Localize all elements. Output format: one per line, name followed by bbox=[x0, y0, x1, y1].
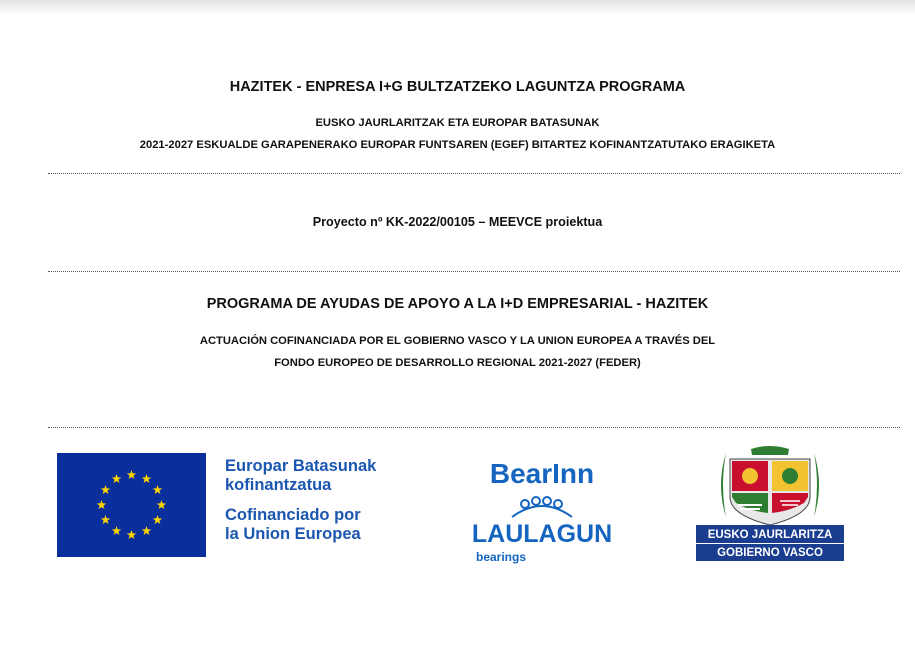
bearinn-laulagun-logo bbox=[472, 455, 612, 569]
program-title: PROGRAMA DE AYUDAS DE APOYO A LA I+D EMPRESARIAL - HAZITEK bbox=[206, 296, 709, 312]
divider bbox=[48, 173, 900, 174]
eu-star-icon bbox=[97, 500, 107, 509]
eu-text-line-4: la Union Europea bbox=[225, 525, 361, 543]
eu-text-line-1: Europar Batasunak bbox=[225, 457, 377, 475]
program-line-2: FONDO EUROPEO DE DESARROLLO REGIONAL 2021-2027 (FEDER) bbox=[274, 357, 641, 369]
bearinn-wordmark: BearInn bbox=[489, 458, 595, 489]
funding-subtitle-2: 2021-2027 ESKUALDE GARAPENERAKO EUROPAR FUNTSAREN (EGEF) BITARTEZ KOFINANTZATUTAKO ERAGIKETA bbox=[139, 139, 776, 151]
eu-star-icon bbox=[127, 470, 137, 479]
hazitek-title: HAZITEK - ENPRESA I+G BULTZATZEKO LAGUNTZA PROGRAMA bbox=[229, 79, 686, 95]
bearings-wordmark: bearings bbox=[476, 550, 527, 564]
eu-text-line-3: Cofinanciado por bbox=[225, 506, 361, 524]
eu-star-icon bbox=[112, 474, 122, 483]
bearings-icon bbox=[512, 497, 572, 517]
divider bbox=[48, 427, 900, 428]
laulagun-wordmark: LAULAGUN bbox=[472, 520, 612, 548]
gov-name-basque: EUSKO JAURLARITZA bbox=[707, 529, 833, 541]
eu-star-icon bbox=[142, 526, 152, 535]
program-line-1: ACTUACIÓN COFINANCIADA POR EL GOBIERNO VASCO Y LA UNION EUROPEA A TRAVÉS DEL bbox=[199, 335, 716, 347]
eu-star-icon bbox=[153, 485, 163, 494]
gov-name-spanish: GOBIERNO VASCO bbox=[717, 547, 823, 559]
funding-subtitle-1: EUSKO JAURLARITZAK ETA EUROPAR BATASUNAK bbox=[315, 117, 600, 129]
eu-star-icon bbox=[112, 526, 122, 535]
eu-text-line-2: kofinantzatua bbox=[225, 476, 332, 494]
page-top-shadow bbox=[0, 0, 915, 16]
eu-star-icon bbox=[101, 485, 111, 494]
eu-flag-logo bbox=[57, 453, 206, 557]
project-line: Proyecto nº KK-2022/00105 – MEEVCE proiektua bbox=[312, 215, 603, 229]
eu-star-icon bbox=[157, 500, 167, 509]
eu-cofinancing-text bbox=[225, 457, 376, 544]
gobierno-vasco-logo bbox=[696, 445, 844, 561]
eu-star-icon bbox=[153, 515, 163, 524]
basque-coat-of-arms-icon bbox=[721, 446, 819, 525]
eu-star-icon bbox=[127, 530, 137, 539]
eu-stars-icon bbox=[57, 453, 206, 557]
eu-star-icon bbox=[101, 515, 111, 524]
divider bbox=[48, 271, 900, 272]
eu-star-icon bbox=[142, 474, 152, 483]
